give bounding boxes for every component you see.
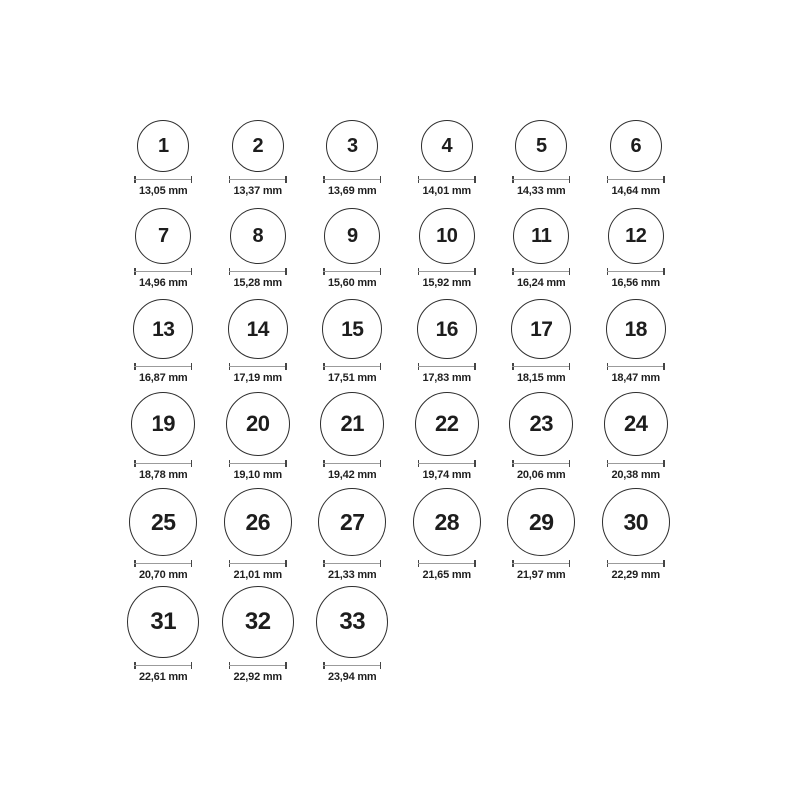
ring-size-circle <box>602 488 670 556</box>
diameter-measure-line <box>323 662 381 669</box>
diameter-measure-line <box>607 176 665 183</box>
measure-bar <box>607 366 665 367</box>
ring-size-number: 22 <box>435 411 459 436</box>
ring-size-circle <box>610 120 662 172</box>
diameter-label: 22,29 mm <box>611 569 661 581</box>
ring-size-circle <box>316 586 388 658</box>
diameter-label: 21,33 mm <box>327 569 377 581</box>
diameter-label: 15,60 mm <box>327 277 377 289</box>
ring-size-circle <box>131 392 195 456</box>
measure-bar <box>134 463 192 464</box>
ring-size-item <box>211 392 306 481</box>
ring-size-item <box>494 299 589 384</box>
diameter-measure-line <box>134 176 192 183</box>
diameter-label: 20,70 mm <box>138 569 188 581</box>
diameter-label: 19,42 mm <box>327 469 377 481</box>
ring-size-circle <box>320 392 384 456</box>
diameter-measure-line <box>607 268 665 275</box>
measure-bar <box>512 366 570 367</box>
diameter-measure-line <box>229 460 287 467</box>
measure-bar <box>323 665 381 666</box>
ring-size-item <box>494 120 589 197</box>
diameter-measure-line <box>512 268 570 275</box>
diameter-label: 17,51 mm <box>327 372 377 384</box>
diameter-measure-line <box>323 363 381 370</box>
ring-size-circle <box>515 120 567 172</box>
ring-size-item <box>494 208 589 289</box>
ring-size-item <box>589 208 684 289</box>
ring-size-number: 13 <box>152 317 175 341</box>
ring-size-circle <box>417 299 477 359</box>
ring-size-circle <box>326 120 378 172</box>
ring-size-circle <box>318 488 386 556</box>
ring-size-circle <box>127 586 199 658</box>
measure-bar <box>512 271 570 272</box>
ring-size-item <box>116 120 211 197</box>
measure-bar <box>607 563 665 564</box>
diameter-measure-line <box>134 363 192 370</box>
diameter-label: 14,96 mm <box>138 277 188 289</box>
measure-bar <box>418 179 476 180</box>
diameter-measure-line <box>607 460 665 467</box>
ring-size-circle <box>419 208 475 264</box>
ring-size-number: 6 <box>630 135 642 157</box>
measure-bar <box>229 665 287 666</box>
ring-size-circle <box>230 208 286 264</box>
ring-size-item <box>116 586 211 683</box>
ring-size-number: 11 <box>531 225 552 247</box>
ring-size-number: 8 <box>252 225 264 247</box>
diameter-measure-line <box>512 460 570 467</box>
diameter-label: 21,97 mm <box>516 569 566 581</box>
ring-size-number: 3 <box>346 135 358 157</box>
ring-size-number: 19 <box>151 411 175 436</box>
ring-size-item <box>589 488 684 581</box>
diameter-measure-line <box>134 662 192 669</box>
ring-size-number: 15 <box>341 317 364 341</box>
diameter-label: 21,65 mm <box>422 569 472 581</box>
measure-bar <box>229 366 287 367</box>
diameter-label: 20,38 mm <box>611 469 661 481</box>
measure-bar <box>229 179 287 180</box>
ring-size-number: 4 <box>441 135 453 157</box>
measure-bar <box>134 366 192 367</box>
ring-size-number: 12 <box>625 225 647 247</box>
measure-bar <box>323 271 381 272</box>
ring-size-number: 32 <box>244 608 271 635</box>
diameter-measure-line <box>512 176 570 183</box>
measure-bar <box>134 271 192 272</box>
diameter-label: 16,87 mm <box>138 372 188 384</box>
ring-size-number: 18 <box>624 317 647 341</box>
measure-bar <box>134 179 192 180</box>
ring-size-number: 33 <box>339 608 366 635</box>
ring-size-circle <box>604 392 668 456</box>
ring-size-item <box>494 392 589 481</box>
diameter-label: 17,83 mm <box>422 372 472 384</box>
ring-size-item <box>305 299 400 384</box>
ring-size-item <box>116 208 211 289</box>
ring-size-item <box>211 120 306 197</box>
ring-size-item <box>116 488 211 581</box>
diameter-measure-line <box>229 176 287 183</box>
ring-size-item <box>400 299 495 384</box>
diameter-measure-line <box>229 268 287 275</box>
measure-bar <box>323 179 381 180</box>
ring-size-circle <box>228 299 288 359</box>
measure-bar <box>418 563 476 564</box>
diameter-measure-line <box>418 268 476 275</box>
diameter-label: 14,33 mm <box>516 185 566 197</box>
ring-size-number: 23 <box>529 411 553 436</box>
ring-size-number: 26 <box>245 508 271 535</box>
diameter-measure-line <box>512 363 570 370</box>
diameter-label: 16,56 mm <box>611 277 661 289</box>
diameter-measure-line <box>418 460 476 467</box>
ring-size-number: 14 <box>246 317 269 341</box>
ring-size-item <box>305 208 400 289</box>
measure-bar <box>512 463 570 464</box>
ring-size-number: 7 <box>157 225 169 247</box>
diameter-measure-line <box>323 460 381 467</box>
diameter-label: 13,37 mm <box>233 185 283 197</box>
ring-size-circle <box>222 586 294 658</box>
measure-bar <box>229 463 287 464</box>
ring-size-item <box>400 392 495 481</box>
ring-size-row <box>116 392 683 481</box>
diameter-measure-line <box>323 560 381 567</box>
diameter-label: 21,01 mm <box>233 569 283 581</box>
diameter-measure-line <box>323 176 381 183</box>
ring-size-circle <box>133 299 193 359</box>
diameter-label: 13,05 mm <box>138 185 188 197</box>
ring-size-number: 27 <box>339 508 365 535</box>
ring-size-circle <box>507 488 575 556</box>
ring-size-item <box>494 488 589 581</box>
ring-size-item <box>400 208 495 289</box>
diameter-measure-line <box>418 560 476 567</box>
diameter-label: 16,24 mm <box>516 277 566 289</box>
diameter-measure-line <box>418 363 476 370</box>
ring-size-row <box>116 586 683 683</box>
ring-size-circle <box>513 208 569 264</box>
ring-size-item <box>400 120 495 197</box>
ring-size-circle <box>224 488 292 556</box>
ring-size-item <box>211 488 306 581</box>
ring-size-circle <box>606 299 666 359</box>
diameter-label: 14,64 mm <box>611 185 661 197</box>
ring-size-number: 5 <box>535 135 547 157</box>
ring-size-number: 29 <box>528 508 554 535</box>
diameter-measure-line <box>229 662 287 669</box>
ring-size-circle <box>413 488 481 556</box>
diameter-label: 14,01 mm <box>422 185 472 197</box>
measure-bar <box>229 563 287 564</box>
measure-bar <box>607 463 665 464</box>
ring-size-circle <box>129 488 197 556</box>
diameter-label: 22,61 mm <box>138 671 188 683</box>
ring-size-item <box>211 208 306 289</box>
ring-size-circle <box>511 299 571 359</box>
measure-bar <box>323 366 381 367</box>
ring-size-item <box>305 488 400 581</box>
measure-bar <box>512 563 570 564</box>
diameter-label: 15,28 mm <box>233 277 283 289</box>
ring-size-item <box>400 488 495 581</box>
ring-size-number: 21 <box>340 411 364 436</box>
ring-size-item <box>116 299 211 384</box>
ring-size-circle <box>135 208 191 264</box>
ring-size-number: 9 <box>346 225 358 247</box>
ring-size-number: 28 <box>434 508 460 535</box>
diameter-label: 18,15 mm <box>516 372 566 384</box>
diameter-label: 20,06 mm <box>516 469 566 481</box>
ring-size-number: 30 <box>623 508 649 535</box>
diameter-measure-line <box>323 268 381 275</box>
ring-size-item <box>589 120 684 197</box>
ring-size-item <box>211 586 306 683</box>
diameter-label: 19,10 mm <box>233 469 283 481</box>
ring-size-item <box>589 392 684 481</box>
measure-bar <box>512 179 570 180</box>
ring-size-number: 24 <box>624 411 648 436</box>
ring-size-row <box>116 208 683 289</box>
ring-size-item <box>305 120 400 197</box>
ring-size-number: 2 <box>252 135 264 157</box>
ring-size-number: 20 <box>246 411 270 436</box>
diameter-measure-line <box>134 460 192 467</box>
ring-size-item <box>589 299 684 384</box>
measure-bar <box>607 179 665 180</box>
diameter-label: 22,92 mm <box>233 671 283 683</box>
measure-bar <box>229 271 287 272</box>
diameter-measure-line <box>134 560 192 567</box>
ring-size-number: 31 <box>150 608 177 635</box>
ring-size-circle <box>509 392 573 456</box>
diameter-measure-line <box>418 176 476 183</box>
ring-size-item <box>305 392 400 481</box>
ring-size-circle <box>137 120 189 172</box>
diameter-label: 23,94 mm <box>327 671 377 683</box>
diameter-measure-line <box>134 268 192 275</box>
diameter-label: 18,78 mm <box>138 469 188 481</box>
ring-size-item <box>211 299 306 384</box>
ring-size-row <box>116 120 683 197</box>
ring-size-item <box>305 586 400 683</box>
ring-size-number: 25 <box>150 508 176 535</box>
measure-bar <box>134 563 192 564</box>
diameter-measure-line <box>229 363 287 370</box>
ring-size-number: 10 <box>436 225 458 247</box>
ring-size-row <box>116 299 683 384</box>
diameter-label: 13,69 mm <box>327 185 377 197</box>
measure-bar <box>418 271 476 272</box>
measure-bar <box>134 665 192 666</box>
ring-size-number: 1 <box>157 135 169 157</box>
measure-bar <box>607 271 665 272</box>
diameter-measure-line <box>607 363 665 370</box>
ring-size-item <box>116 392 211 481</box>
ring-size-circle <box>232 120 284 172</box>
diameter-label: 19,74 mm <box>422 469 472 481</box>
diameter-measure-line <box>512 560 570 567</box>
measure-bar <box>323 563 381 564</box>
ring-size-circle <box>415 392 479 456</box>
ring-size-circle <box>324 208 380 264</box>
ring-size-circle <box>421 120 473 172</box>
ring-size-circle <box>322 299 382 359</box>
measure-bar <box>323 463 381 464</box>
ring-size-number: 17 <box>530 317 553 341</box>
diameter-label: 18,47 mm <box>611 372 661 384</box>
ring-size-row <box>116 488 683 581</box>
ring-size-circle <box>608 208 664 264</box>
diameter-label: 17,19 mm <box>233 372 283 384</box>
diameter-label: 15,92 mm <box>422 277 472 289</box>
measure-bar <box>418 366 476 367</box>
diameter-measure-line <box>607 560 665 567</box>
measure-bar <box>418 463 476 464</box>
diameter-measure-line <box>229 560 287 567</box>
ring-size-circle <box>226 392 290 456</box>
ring-size-number: 16 <box>435 317 458 341</box>
